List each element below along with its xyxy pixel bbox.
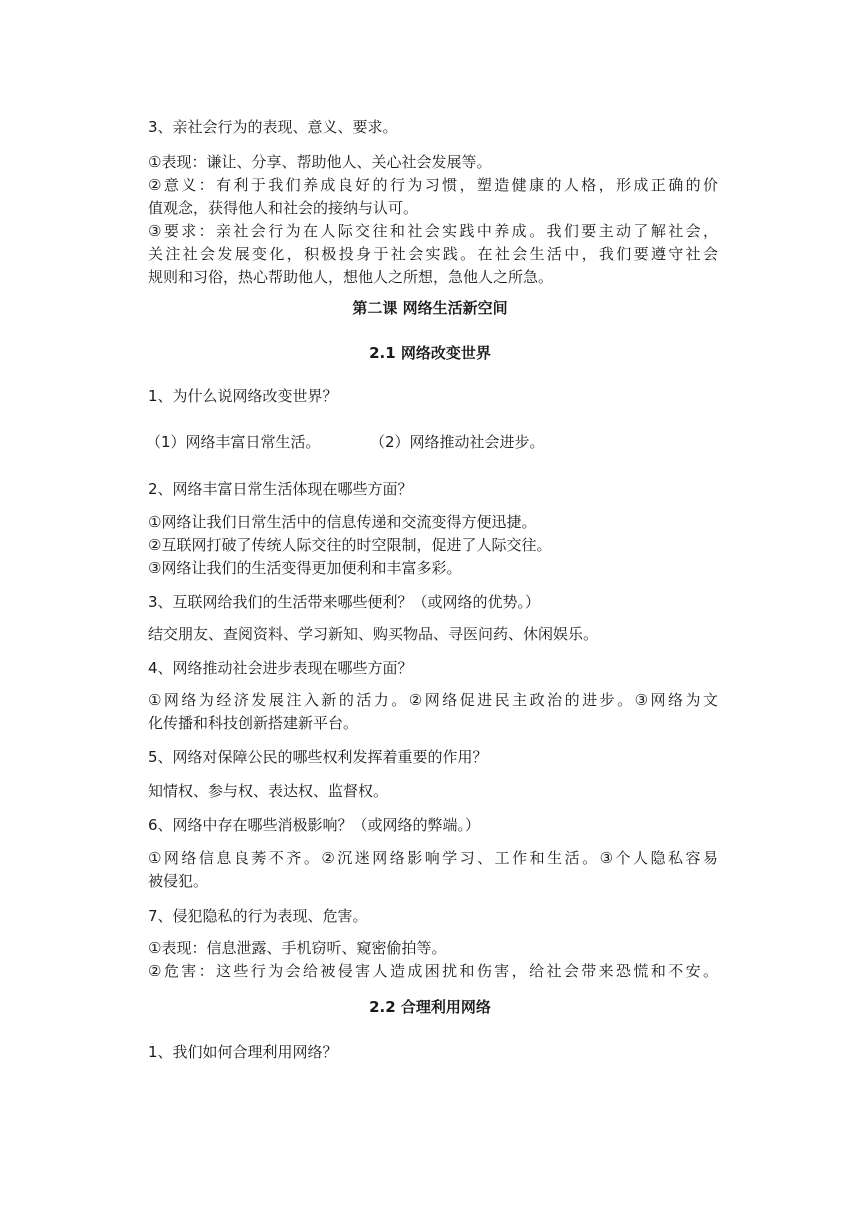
answer-line: 化传播和科技创新搭建新平台。 — [148, 714, 359, 732]
answer-line: ②意义：有利于我们养成良好的行为习惯，塑造健康的人格，形成正确的价 — [148, 176, 718, 194]
answer-line: 关注社会发展变化，积极投身于社会实践。在社会生活中，我们要遵守社会 — [148, 245, 718, 263]
question-heading: 5、网络对保障公民的哪些权利发挥着重要的作用？ — [148, 748, 488, 766]
answer-line: 知情权、参与权、表达权、监督权。 — [148, 782, 389, 800]
answer-line: 结交朋友、查阅资料、学习新知、购买物品、寻医问药、休闲娱乐。 — [148, 625, 599, 643]
lesson-title: 第二课 网络生活新空间 — [352, 299, 508, 317]
answer-line: ①网络让我们日常生活中的信息传递和交流变得方便迅捷。 — [148, 513, 537, 531]
question-heading: 1、我们如何合理利用网络？ — [148, 1043, 338, 1061]
question-heading: 1、为什么说网络改变世界？ — [148, 387, 338, 405]
question-heading: 7、侵犯隐私的行为表现、危害。 — [148, 907, 368, 925]
answer-line: ②互联网打破了传统人际交往的时空限制，促进了人际交往。 — [148, 536, 552, 554]
question-heading: 4、网络推动社会进步表现在哪些方面？ — [148, 659, 413, 677]
answer-line: （2）网络推动社会进步。 — [370, 433, 545, 451]
answer-line: ③网络让我们的生活变得更加便利和丰富多彩。 — [148, 559, 462, 577]
answer-line: ①网络为经济发展注入新的活力。②网络促进民主政治的进步。③网络为文 — [148, 691, 718, 709]
answer-line: ①表现：信息泄露、手机窃听、窥密偷拍等。 — [148, 939, 447, 957]
section-title: 2.2 合理利用网络 — [369, 998, 491, 1016]
answer-line: ①网络信息良莠不齐。②沉迷网络影响学习、工作和生活。③个人隐私容易 — [148, 849, 718, 867]
answer-line: （1）网络丰富日常生活。 — [146, 433, 321, 451]
question-heading: 3、亲社会行为的表现、意义、要求。 — [148, 118, 398, 136]
answer-line: ③要求：亲社会行为在人际交往和社会实践中养成。我们要主动了解社会， — [148, 222, 718, 240]
answer-line: 规则和习俗，热心帮助他人，想他人之所想，急他人之所急。 — [148, 268, 554, 286]
answer-line: 被侵犯。 — [148, 872, 209, 890]
question-heading: 2、网络丰富日常生活体现在哪些方面？ — [148, 480, 413, 498]
answer-line: 值观念，获得他人和社会的接纳与认可。 — [148, 199, 419, 217]
section-title: 2.1 网络改变世界 — [369, 344, 491, 362]
answer-line: ①表现：谦让、分享、帮助他人、关心社会发展等。 — [148, 153, 492, 171]
question-heading: 3、互联网给我们的生活带来哪些便利？（或网络的优势。） — [148, 593, 541, 611]
question-heading: 6、网络中存在哪些消极影响？（或网络的弊端。） — [148, 816, 481, 834]
answer-line: ②危害：这些行为会给被侵害人造成困扰和伤害，给社会带来恐慌和不安。 — [148, 962, 718, 980]
